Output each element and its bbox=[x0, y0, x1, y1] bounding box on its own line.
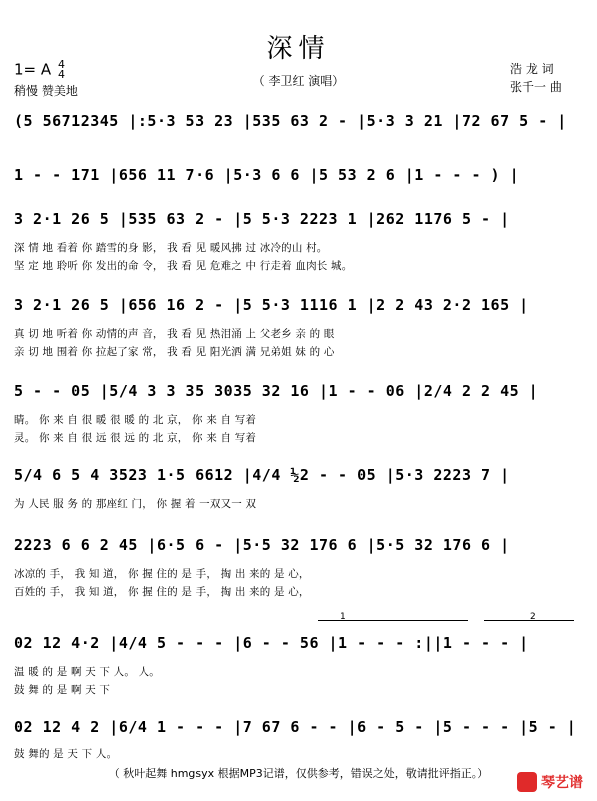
notes-line: 5/4 6 5 4 3523 1·5 6612 |4/4 ½2 - - 05 |5·3 2223 7 | bbox=[14, 466, 510, 484]
lyric-line: 为 人民 服 务 的 那座红 门， 你 握 着 一双又一 双 bbox=[14, 498, 257, 510]
logo-icon bbox=[517, 772, 537, 792]
first-ending-label: 1 bbox=[340, 612, 346, 622]
notation-row bbox=[0, 210, 597, 240]
notation-row bbox=[0, 296, 597, 326]
notation-row bbox=[0, 634, 597, 664]
lyric-line: 温 暖 的 是 啊 天 下 人。 人。 bbox=[14, 666, 161, 678]
tempo-marking: 稍慢 赞美地 bbox=[14, 84, 78, 98]
composer-credit: 张千一 曲 bbox=[510, 80, 562, 94]
time-denominator: 4 bbox=[57, 68, 65, 81]
lyric-line: 坚 定 地 聆听 你 发出的命 令， 我 看 见 危难之 中 行走着 血肉长 城。 bbox=[14, 260, 353, 272]
lyric-line: 鼓 舞 的 是 啊 天 下 bbox=[14, 684, 111, 696]
second-ending-bracket bbox=[484, 620, 574, 621]
time-signature bbox=[58, 60, 65, 80]
notation-row bbox=[0, 166, 597, 196]
song-title: 深情 bbox=[266, 34, 331, 64]
lyric-line: 深 情 地 看着 你 踏雪的身 影， 我 看 见 暖风拂 过 冰冷的山 村。 bbox=[14, 242, 328, 254]
notes-line: 1 - - 171 |656 11 7·6 |5·3 6 6 |5 53 2 6 |1 - - - ) | bbox=[14, 166, 520, 184]
notes-line: 02 12 4·2 |4/4 5 - - - |6 - - 56 |1 - - - :||1 - - - | bbox=[14, 634, 529, 652]
lyric-line: 真 切 地 听着 你 动情的声 音， 我 看 见 热泪涌 上 父老乡 亲 的 眼 bbox=[14, 328, 335, 340]
notes-line: 02 12 4 2 |6/4 1 - - - |7 67 6 - - |6 - 5 - |5 - - - |5 - | bbox=[14, 718, 577, 736]
transcription-note: （ 秋叶起舞 hmgsyx 根据MP3记谱，仅供参考，错误之处，敬请批评指正。） bbox=[108, 767, 489, 780]
notes-line: 3 2·1 26 5 |656 16 2 - |5 5·3 1116 1 |2 2 43 2·2 165 | bbox=[14, 296, 529, 314]
notes-line: 5 - - 05 |5/4 3 3 35 3035 32 16 |1 - - 06 |2/4 2 2 45 | bbox=[14, 382, 539, 400]
key-label: 1= A bbox=[14, 60, 52, 79]
notation-row bbox=[0, 536, 597, 566]
lyricist-credit: 浩 龙 词 bbox=[510, 62, 554, 76]
lyric-line: 百姓的 手， 我 知 道， 你 握 住的 是 手， 掏 出 来的 是 心， bbox=[14, 586, 310, 598]
notes-line: 3 2·1 26 5 |535 63 2 - |5 5·3 2223 1 |262 1176 5 - | bbox=[14, 210, 510, 228]
lyric-line: 鼓 舞的 是 天 下 人。 bbox=[14, 748, 118, 760]
notes-line: 2223 6 6 2 45 |6·5 6 - |5·5 32 176 6 |5·5 32 176 6 | bbox=[14, 536, 510, 554]
notation-row bbox=[0, 382, 597, 412]
lyric-line: 灵。 你 来 自 很 远 很 远 的 北 京， 你 来 自 写着 bbox=[14, 432, 257, 444]
notation-row bbox=[0, 112, 597, 142]
site-logo[interactable] bbox=[517, 770, 587, 796]
lyric-line: 亲 切 地 围着 你 拉起了家 常， 我 看 见 阳光洒 满 兄弟姐 妹 的 心 bbox=[14, 346, 335, 358]
notation-row bbox=[0, 466, 597, 496]
singer-credit: （ 李卫红 演唱） bbox=[252, 74, 345, 88]
notation-row bbox=[0, 718, 597, 748]
lyric-line: 睛。 你 来 自 很 暖 很 暖 的 北 京， 你 来 自 写着 bbox=[14, 414, 257, 426]
time-numerator: 4 bbox=[57, 58, 65, 71]
logo-text: 琴艺谱 bbox=[541, 775, 583, 791]
key-signature bbox=[14, 60, 65, 80]
notes-line: (5 56712345 |:5·3 53 23 |535 63 2 - |5·3 3 21 |72 67 5 - | bbox=[14, 112, 567, 130]
second-ending-label: 2 bbox=[530, 612, 536, 622]
lyric-line: 冰凉的 手， 我 知 道， 你 握 住的 是 手， 掏 出 来的 是 心， bbox=[14, 568, 310, 580]
